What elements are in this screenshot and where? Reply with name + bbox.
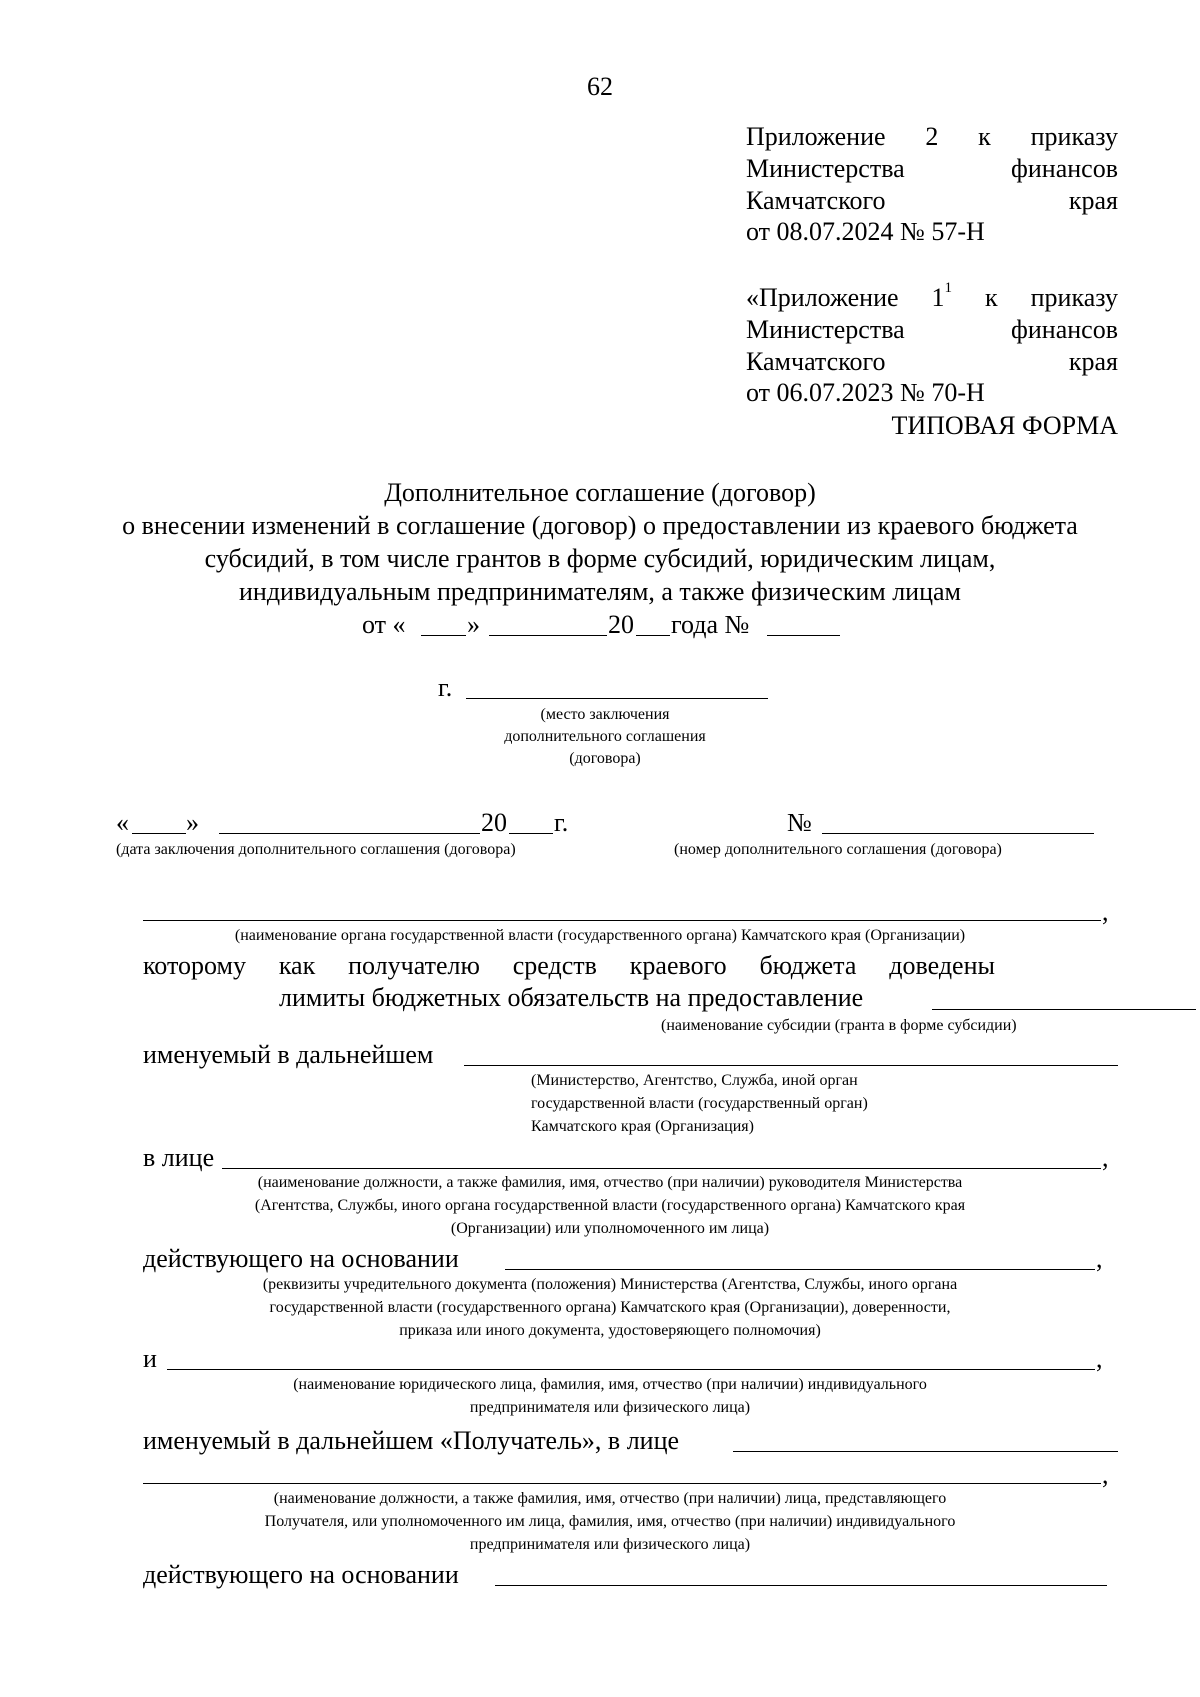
acting-basis-label: действующего на основании xyxy=(143,1244,459,1273)
agreement-month-line[interactable] xyxy=(219,833,480,834)
head-name-line[interactable] xyxy=(222,1168,1101,1169)
agreement-year-line[interactable] xyxy=(509,833,553,834)
agreement-number-line[interactable] xyxy=(822,833,1094,834)
entity-caption-2: предпринимателя или физического лица) xyxy=(469,1399,751,1416)
word: получателю xyxy=(348,951,480,980)
representative-name-line[interactable] xyxy=(143,1483,1101,1484)
word: как xyxy=(278,951,316,980)
entity-caption-1: (наименование юридического лица, фамилия, имя, отчество (при наличии) индивидуального xyxy=(293,1376,927,1393)
attachment-1-word: Приложение xyxy=(746,122,886,151)
limits-text: лимиты бюджетных обязательств на предоставление xyxy=(279,983,864,1012)
attachment-2-word: к xyxy=(985,283,998,312)
subsidy-caption: (наименование субсидии (гранта в форме субсидии) xyxy=(661,1017,1017,1034)
city-prefix: г. xyxy=(438,673,453,702)
attachment-1-word: Министерства xyxy=(746,154,905,183)
place-field-line[interactable] xyxy=(466,698,768,699)
hereinafter-label: именуемый в дальнейшем xyxy=(143,1040,434,1069)
head-caption-1: (наименование должности, а также фамилия, имя, отчество (при наличии) руководителя Министерства xyxy=(257,1174,963,1191)
attachment-1-word: Камчатского xyxy=(746,186,886,215)
head-caption-3: (Организации) или уполномоченного им лица) xyxy=(450,1220,770,1237)
recipient-basis-line[interactable] xyxy=(495,1585,1107,1586)
attachment-2-row-2 xyxy=(746,314,1118,346)
year-field-line[interactable] xyxy=(636,635,670,636)
attachment-2-date: от 06.07.2023 № 70-Н xyxy=(746,378,985,407)
attachment-2-word: Камчатского xyxy=(746,347,886,376)
attachment-2-word: «Приложение xyxy=(746,283,899,312)
number-caption: (номер дополнительного соглашения (договора) xyxy=(674,841,1002,858)
rep-caption-1: (наименование должности, а также фамилия, имя, отчество (при наличии) лица, представляющего xyxy=(273,1490,947,1507)
attachment-2-number: $1^1$ xyxy=(931,280,953,312)
date-year-prefix: 20 xyxy=(608,610,634,639)
date-ot-label: от « xyxy=(362,610,406,639)
attachment-2-row-3 xyxy=(746,346,1118,378)
hereinafter-field-line[interactable] xyxy=(464,1065,1118,1066)
place-caption-3: (договора) xyxy=(569,750,641,767)
agreement-year-prefix: 20 xyxy=(481,808,507,837)
attachment-1-row-2 xyxy=(746,153,1118,185)
attachment-1-word: 2 xyxy=(925,122,939,151)
recipient-label: именуемый в дальнейшем «Получатель», в лице xyxy=(143,1426,680,1455)
entity-name-line[interactable] xyxy=(167,1369,1095,1370)
page-number: 62 xyxy=(587,72,613,101)
comma: , xyxy=(1102,1460,1109,1489)
rep-caption-2: Получателя, или уполномоченного им лица, фамилия, имя, отчество (при наличии) индивидуального xyxy=(264,1513,956,1530)
comma: , xyxy=(1096,1344,1103,1373)
attachment-2-row-1 xyxy=(746,282,1118,314)
agreement-g-label: г. xyxy=(554,808,569,837)
agreement-day-line[interactable] xyxy=(132,833,186,834)
attachment-1-row-1 xyxy=(746,121,1118,153)
place-caption-1: (место заключения xyxy=(540,706,670,723)
title-line-2: о внесении изменений в соглашение (договор) о предоставлении из краевого бюджета xyxy=(122,511,1078,540)
basis-document-line[interactable] xyxy=(505,1269,1095,1270)
month-field-line[interactable] xyxy=(489,635,607,636)
attachment-1-word: приказу xyxy=(1030,122,1118,151)
head-caption-2: (Агентства, Службы, иного органа государственной власти (государственного органа) Камчатского края xyxy=(254,1197,966,1214)
title-line-3: субсидий, в том числе грантов в форме субсидий, юридическим лицам, xyxy=(204,544,996,573)
subsidy-name-line[interactable] xyxy=(932,1009,1196,1010)
attachment-1-word: к xyxy=(978,122,991,151)
title-line-4: индивидуальным предпринимателям, а также физическим лицам xyxy=(238,577,961,606)
day-field-line[interactable] xyxy=(421,635,466,636)
word: доведены xyxy=(889,951,995,980)
word: средств xyxy=(512,951,597,980)
agreement-number-sign: № xyxy=(787,808,812,837)
attachment-1-date: от 08.07.2024 № 57-Н xyxy=(746,217,985,246)
word: бюджета xyxy=(759,951,857,980)
date-quote-open: « xyxy=(116,808,129,837)
and-label: и xyxy=(143,1344,157,1373)
attachment-2-word: края xyxy=(1068,347,1118,376)
recipient-basis-label: действующего на основании xyxy=(143,1560,459,1589)
attachment-1-row-3 xyxy=(746,185,1118,217)
date-caption: (дата заключения дополнительного соглашения (договора) xyxy=(116,841,516,858)
ministry-caption-2: государственной власти (государственный орган) xyxy=(531,1095,868,1112)
comma: , xyxy=(1102,1143,1109,1172)
attachment-2-word: финансов xyxy=(1011,315,1118,344)
recipient-person-line[interactable] xyxy=(733,1451,1118,1452)
ministry-caption-3: Камчатского края (Организация) xyxy=(531,1118,754,1135)
basis-caption-3: приказа или иного документа, удостоверяющего полномочия) xyxy=(399,1322,821,1339)
form-type-label: ТИПОВАЯ ФОРМА xyxy=(891,411,1118,440)
basis-caption-2: государственной власти (государственного органа) Камчатского края (Организации), доверенности, xyxy=(269,1299,951,1316)
ministry-caption-1: (Министерство, Агентство, Служба, иной орган xyxy=(531,1072,858,1089)
attachment-1-word: финансов xyxy=(1011,154,1118,183)
rep-caption-3: предпринимателя или физического лица) xyxy=(469,1536,751,1553)
date-quote-close: » xyxy=(467,610,480,639)
recipient-funds-line xyxy=(143,950,995,982)
attachment-2-word: приказу xyxy=(1030,283,1118,312)
word: краевого xyxy=(629,951,727,980)
title-number-field-line[interactable] xyxy=(767,635,840,636)
person-label: в лице xyxy=(143,1143,215,1172)
organ-caption: (наименование органа государственной власти (государственного органа) Камчатского края (Организации) xyxy=(234,927,966,944)
title-line-1: Дополнительное соглашение (договор) xyxy=(384,478,816,507)
word: которому xyxy=(143,951,246,980)
place-caption-2: дополнительного соглашения xyxy=(504,728,706,745)
date-quote-close-2: » xyxy=(186,808,199,837)
date-goda-label: года № xyxy=(671,610,750,639)
attachment-2-superscript: 1 xyxy=(944,280,953,297)
attachment-1-word: края xyxy=(1068,186,1118,215)
comma: , xyxy=(1102,897,1109,926)
basis-caption-1: (реквизиты учредительного документа (положения) Министерства (Агентства, Службы, иного органа xyxy=(262,1276,958,1293)
organ-name-line[interactable] xyxy=(143,920,1101,921)
comma: , xyxy=(1096,1244,1103,1273)
attachment-2-word: Министерства xyxy=(746,315,905,344)
